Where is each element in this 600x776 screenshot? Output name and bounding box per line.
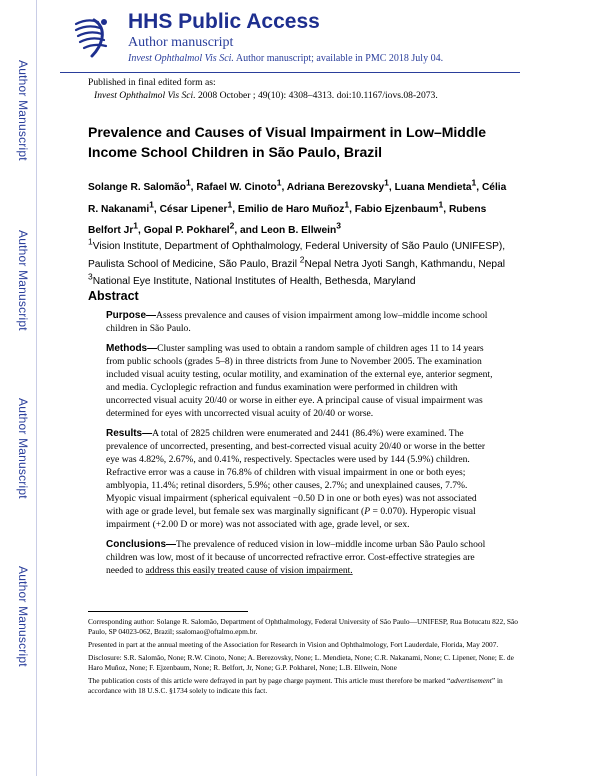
author-affiliation-sup: 1 (438, 199, 444, 210)
author-separator: , (138, 225, 144, 237)
publication-details: 2008 October ; 49(10): 4308–4313. doi:10.1167/iovs.08-2073. (195, 90, 438, 101)
author-name: Rubens Belfort Jr (88, 203, 487, 237)
author (260, 220, 341, 237)
affiliation-3 (88, 271, 416, 288)
author-name: Solange R. Salomão (88, 182, 186, 194)
author-name: Leon B. Ellwein (260, 225, 337, 237)
author (354, 199, 449, 215)
author-separator: , (232, 203, 238, 215)
sidebar-label-author-manuscript: Author Manuscript (16, 60, 30, 161)
abstract-conclusions (106, 538, 496, 577)
author-name: Emilio de Haro Muñoz (237, 203, 345, 215)
publication-info-line1: Published in final edited form as: (88, 77, 216, 88)
footnote-costs-italic: advertisement (450, 676, 492, 685)
article-title: Prevalence and Causes of Visual Impairment in Low–Middle Income School Children in São Paulo, Brazil (88, 124, 487, 160)
footnote-costs-a: The publication costs of this article were defrayed in part by page charge payment. This article must therefore be marked “ (88, 676, 451, 685)
author-affiliation-sup: 1 (276, 178, 282, 188)
brand-title: HHS Public Access (128, 10, 320, 33)
footnote-costs-b: ” in accordance with 18 U.S.C. §1734 solely to indicate this fact. (88, 676, 503, 695)
author-name: Gopal P. Pokharel (143, 225, 230, 237)
abstract-results-text-a: A total of 2825 children were enumerated and 2441 (86.4%) were examined. The prevalence of uncorrected, presenting, and best-corrected visual acuity 20/40 or worse in the better eye was 4.82%, 2.67%, and 0.41%, respectively. Spectacles were used by 144 (5.9%) children. Refractive error was a cause in 76.8% of children with visual impairment in one or both eyes; amblyopia, 11.4%; retinal disorders, 5.9%; other causes, 2.7%; and unexplained causes, 7.7%. Myopic visual impairment (spherical equivalent −0.50 D in one or both eyes) was not associated with age or grade level, but female sex was marginally significant ( (106, 428, 486, 517)
brand-citation-rest: Author manuscript; available in PMC 2018 July 04. (233, 53, 444, 64)
sidebar-label-author-manuscript: Author Manuscript (16, 566, 30, 667)
author-name: Adriana Berezovsky (286, 182, 385, 194)
sidebar-label-author-manuscript: Author Manuscript (16, 398, 30, 499)
affiliation-2 (299, 254, 506, 270)
author-affiliation-sup: 1 (185, 178, 191, 188)
author-separator: , (190, 182, 197, 194)
author-affiliation-sup: 2 (229, 220, 235, 231)
footnote-corresponding: Corresponding author: Solange R. Salomão, Department of Ophthalmology, Federal University of São Paulo—UNIFESP, Rua Botucatu 822, São Paulo, SP 04023-062, Brazil; ssalomao@oftalmo.epm.br. (88, 617, 518, 636)
author-affiliation-sup: 3 (336, 220, 341, 231)
author-affiliation-sup: 1 (227, 199, 233, 210)
brand-citation (128, 52, 443, 66)
header-rule (60, 72, 520, 73)
affiliation-1-sup: 1 (88, 237, 93, 247)
sidebar-divider (36, 0, 37, 776)
hhs-eagle-logo-icon (70, 12, 114, 60)
author-separator: , (349, 203, 355, 215)
abstract-methods (106, 342, 496, 420)
author-separator: , (153, 203, 160, 215)
author-separator: , and (234, 225, 261, 237)
affiliations (88, 236, 528, 288)
abstract-body (106, 309, 496, 584)
affiliation-3-text: National Eye Institute, National Institutes of Health, Bethesda, Maryland (92, 276, 416, 288)
abstract-results-p: P (364, 506, 371, 517)
sidebar-label-author-manuscript: Author Manuscript (16, 230, 30, 331)
author-separator: , (476, 182, 482, 194)
abstract-conclusions-text-underlined: address this easily treated cause of vision impairment. (145, 565, 353, 576)
footnote-rule (88, 611, 248, 612)
publication-info (88, 76, 548, 102)
footnotes (88, 617, 520, 699)
publication-journal: Invest Ophthalmol Vis Sci. (94, 90, 196, 101)
author (159, 199, 238, 215)
footnote-costs (88, 676, 520, 696)
author (237, 199, 355, 215)
author (143, 220, 261, 237)
brand-citation-journal: Invest Ophthalmol Vis Sci. (128, 53, 234, 64)
author-name: Fabio Ejzenbaum (354, 203, 439, 215)
affiliation-1-text: Vision Institute, Department of Ophthalmology, Federal University of São Paulo (UNIFESP), Paulista School of Medicine, São Paulo, Brazil (88, 241, 506, 270)
abstract-purpose-lead: Purpose— (106, 310, 157, 321)
footnote-disclosure: Disclosure: S.R. Salomão, None; R.W. Cinoto, None; A. Berezovsky, None; L. Mendieta, None; C.R. Nakanami, None; C. Lipener, None; E. de Haro Muñoz, None; F. Ejzenbaum, None; R. Belfort, Jr, None; G.P. Pokharel, None; L.B. Ellwein, None (88, 653, 514, 672)
abstract-purpose (106, 309, 496, 335)
author-separator: , (443, 203, 449, 215)
author-name: Rafael W. Cinoto (196, 182, 277, 194)
author-affiliation-sup: 1 (149, 199, 154, 210)
author (286, 178, 395, 194)
abstract-results (106, 427, 496, 531)
author-list (88, 175, 518, 239)
author-name: Luana Mendieta (394, 182, 472, 194)
abstract-conclusions-text-a: The prevalence of reduced vision in low–middle income urban São Paulo school children was low, most of it because of uncorrected refractive error. Cost-effective strategies are needed to (106, 539, 486, 576)
author-separator: , (281, 182, 287, 194)
abstract-methods-text: Cluster sampling was used to obtain a random sample of children ages 11 to 14 years from public schools (grades 5–8) in three districts from June to November 2005. The examination included visual acuity testing, ocular motility, and examination of the external eye, anterior segment, and media. Cycloplegic refraction and fundus examination were performed in children with uncorrected visual acuity 20/40 or worse in either eye. A principal cause of visual impairment was determined for eyes with uncorrected visual acuity of 20/40 or worse. (106, 343, 493, 419)
author-affiliation-sup: 1 (133, 220, 139, 231)
author-separator: , (388, 182, 395, 194)
abstract-results-lead: Results— (106, 428, 153, 439)
author-affiliation-sup: 1 (344, 199, 350, 210)
hhs-header (60, 10, 580, 70)
footnote-presented: Presented in part at the annual meeting of the Association for Research in Vision and Ophthalmology, Fort Lauderdale, Florida, May 2007. (88, 640, 499, 649)
author-name: César Lipener (159, 203, 228, 215)
author (196, 178, 287, 194)
abstract-purpose-text: Assess prevalence and causes of vision impairment among low–middle income school children in São Paulo. (106, 310, 488, 334)
author-affiliation-sup: 1 (384, 178, 389, 188)
author (394, 178, 482, 194)
brand-subtitle: Author manuscript (128, 35, 234, 50)
author (88, 178, 197, 194)
abstract-heading: Abstract (88, 289, 139, 303)
brand-block (128, 10, 443, 66)
affiliation-2-sup: 2 (299, 254, 305, 265)
abstract-conclusions-lead: Conclusions— (106, 539, 177, 550)
author-affiliation-sup: 1 (471, 178, 477, 188)
affiliation-2-text: Nepal Netra Jyoti Sangh, Kathmandu, Nepal (304, 258, 506, 270)
abstract-methods-lead: Methods— (106, 343, 158, 354)
affiliation-3-sup: 3 (88, 271, 93, 282)
abstract-results-text-b: = 0.070). Hyperopic visual impairment (+2.00 D or more) was not associated with age, grade level, or sex. (106, 506, 476, 530)
publication-info-line2 (88, 89, 548, 102)
author-name: Célia R. Nakanami (88, 182, 507, 215)
